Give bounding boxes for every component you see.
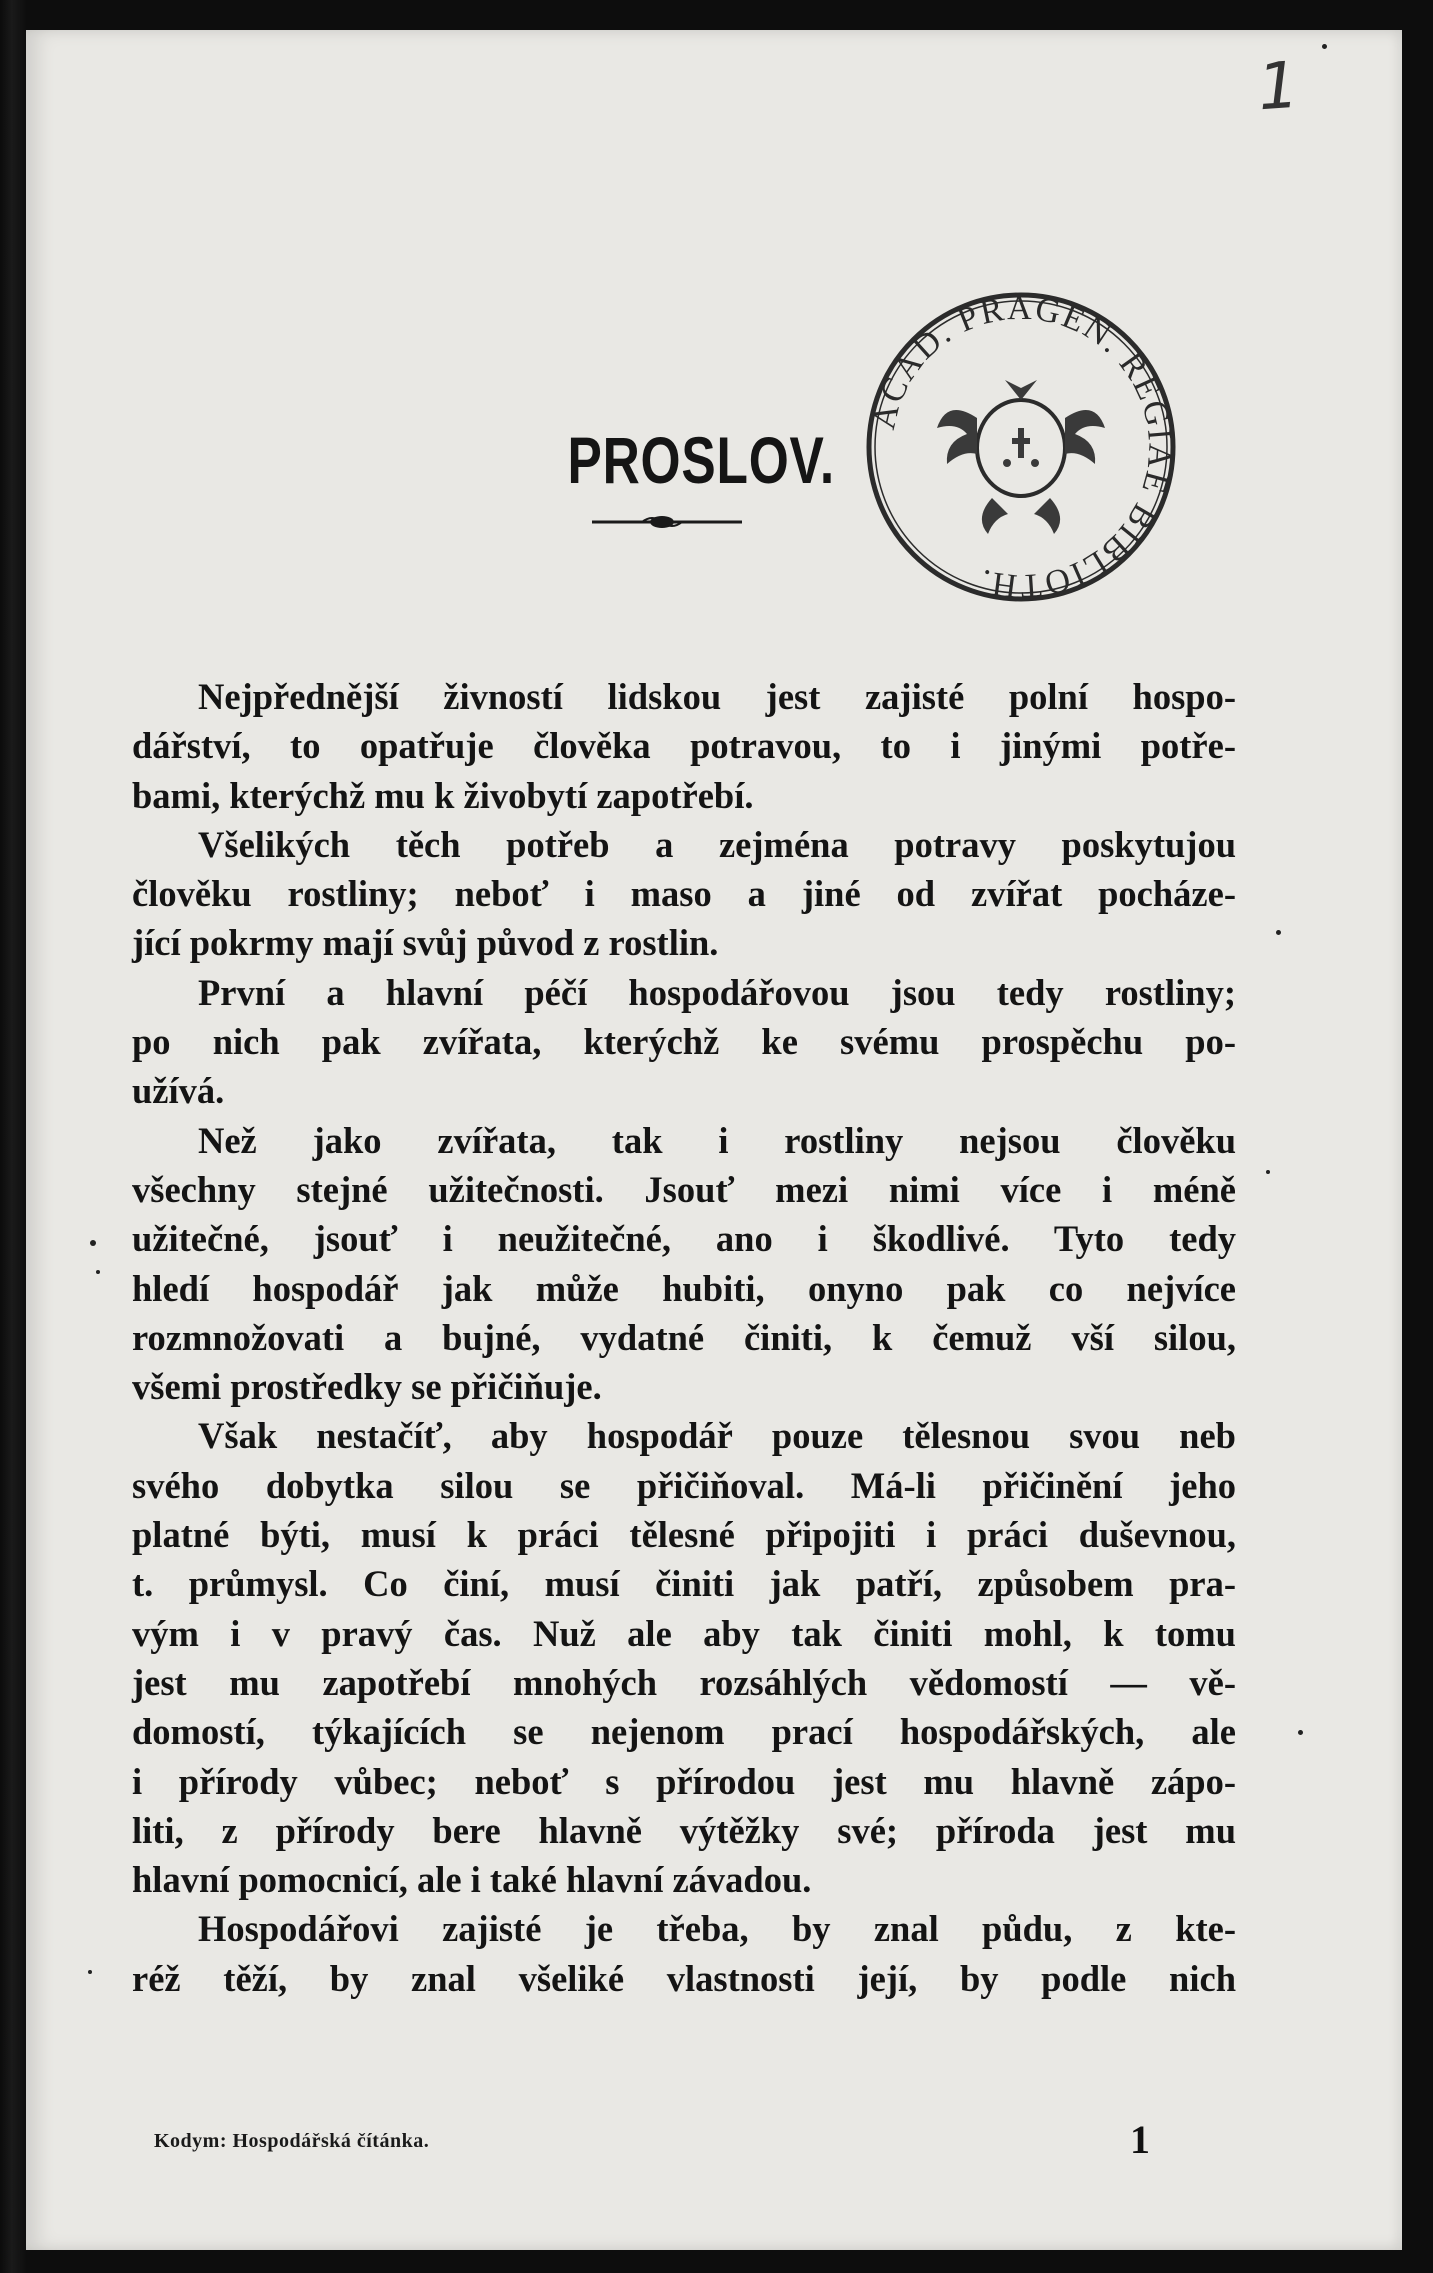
- text-line: dářství, to opatřuje člověka potravou, to i jinými potře-: [132, 725, 1236, 767]
- text-line: po nich pak zvířata, kterýchž ke svému prospěchu po-: [132, 1021, 1236, 1063]
- sheet-number: 1: [1130, 2117, 1150, 2162]
- text-line: rozmnožovati a bujné, vydatné činiti, k čemuž vší silou,: [132, 1316, 1236, 1358]
- text-line: bami, kterýchž mu k živobytí zapotřebí.: [132, 774, 754, 816]
- text-line: svého dobytka silou se přičiňoval. Má-li přičinění jeho: [132, 1464, 1236, 1506]
- title-ornament: [592, 512, 742, 532]
- text-line: jest mu zapotřebí mnohých rozsáhlých vědomostí — vě-: [132, 1661, 1236, 1703]
- text-line: Hospodářovi zajisté je třeba, by znal půdu, z kte-: [198, 1908, 1236, 1950]
- text-line: liti, z přírody bere hlavně výtěžky své; příroda jest mu: [132, 1809, 1236, 1851]
- text-line: užívá.: [132, 1070, 225, 1112]
- scan-left-edge: [0, 0, 26, 2273]
- text-line: Nejpřednější živností lidskou jest zajisté polní hospo-: [198, 676, 1236, 717]
- page-title: PROSLOV.: [567, 423, 836, 497]
- text-line: Však nestačíť, aby hospodář pouze tělesnou svou neb: [198, 1415, 1236, 1457]
- handwritten-page-number: 1: [1255, 48, 1302, 126]
- scan-speck: [88, 1970, 92, 1974]
- body-text: [132, 672, 1236, 2003]
- scan-speck: [1298, 1730, 1303, 1735]
- text-line: i přírody vůbec; neboť s přírodou jest mu hlavně zápo-: [132, 1760, 1236, 1802]
- text-line: hledí hospodář jak může hubiti, onyno pak co nejvíce: [132, 1267, 1236, 1309]
- library-stamp: [862, 288, 1180, 606]
- text-line: jící pokrmy mají svůj původ z rostlin.: [132, 922, 719, 964]
- text-line: platné býti, musí k práci tělesné připojiti i práci duševnou,: [132, 1514, 1236, 1556]
- scan-right-edge: [1402, 0, 1433, 2273]
- text-line: První a hlavní péčí hospodářovou jsou tedy rostliny;: [198, 971, 1236, 1013]
- text-line: vým i v pravý čas. Nuž ale aby tak činiti mohl, k tomu: [132, 1612, 1236, 1654]
- text-line: užitečné, jsouť i neužitečné, ano i škodlivé. Tyto tedy: [132, 1218, 1236, 1260]
- svg-text:ACAD. PRAGEN. REGIAE BIBLIOTH.: ACAD. PRAGEN. REGIAE BIBLIOTH.: [865, 289, 1179, 605]
- text-line: člověku rostliny; neboť i maso a jiné od zvířat pocháze-: [132, 873, 1236, 915]
- text-line: všemi prostředky se přičiňuje.: [132, 1366, 602, 1408]
- printer-signature: Kodym: Hospodářská čítánka.: [154, 2130, 430, 2152]
- text-line: réž těží, by znal všeliké vlastnosti její, by podle nich: [132, 1957, 1236, 1999]
- text-line: hlavní pomocnicí, ale i také hlavní závadou.: [132, 1859, 812, 1901]
- scan-speck: [90, 1240, 96, 1246]
- text-line: domostí, týkajících se nejenom prací hospodářských, ale: [132, 1711, 1236, 1753]
- scan-speck: [1322, 44, 1327, 49]
- text-line: všechny stejné užitečnosti. Jsouť mezi nimi více i méně: [132, 1168, 1236, 1210]
- text-line: Než jako zvířata, tak i rostliny nejsou člověku: [198, 1119, 1236, 1161]
- book-page: [26, 30, 1402, 2250]
- scan-speck: [96, 1270, 100, 1274]
- page-footer: [154, 2117, 1254, 2164]
- scan-speck: [1266, 1170, 1270, 1174]
- text-line: Všelikých těch potřeb a zejména potravy poskytujou: [198, 823, 1236, 865]
- text-line: t. průmysl. Co činí, musí činiti jak patří, způsobem pra-: [132, 1563, 1236, 1605]
- scan-speck: [1276, 930, 1281, 935]
